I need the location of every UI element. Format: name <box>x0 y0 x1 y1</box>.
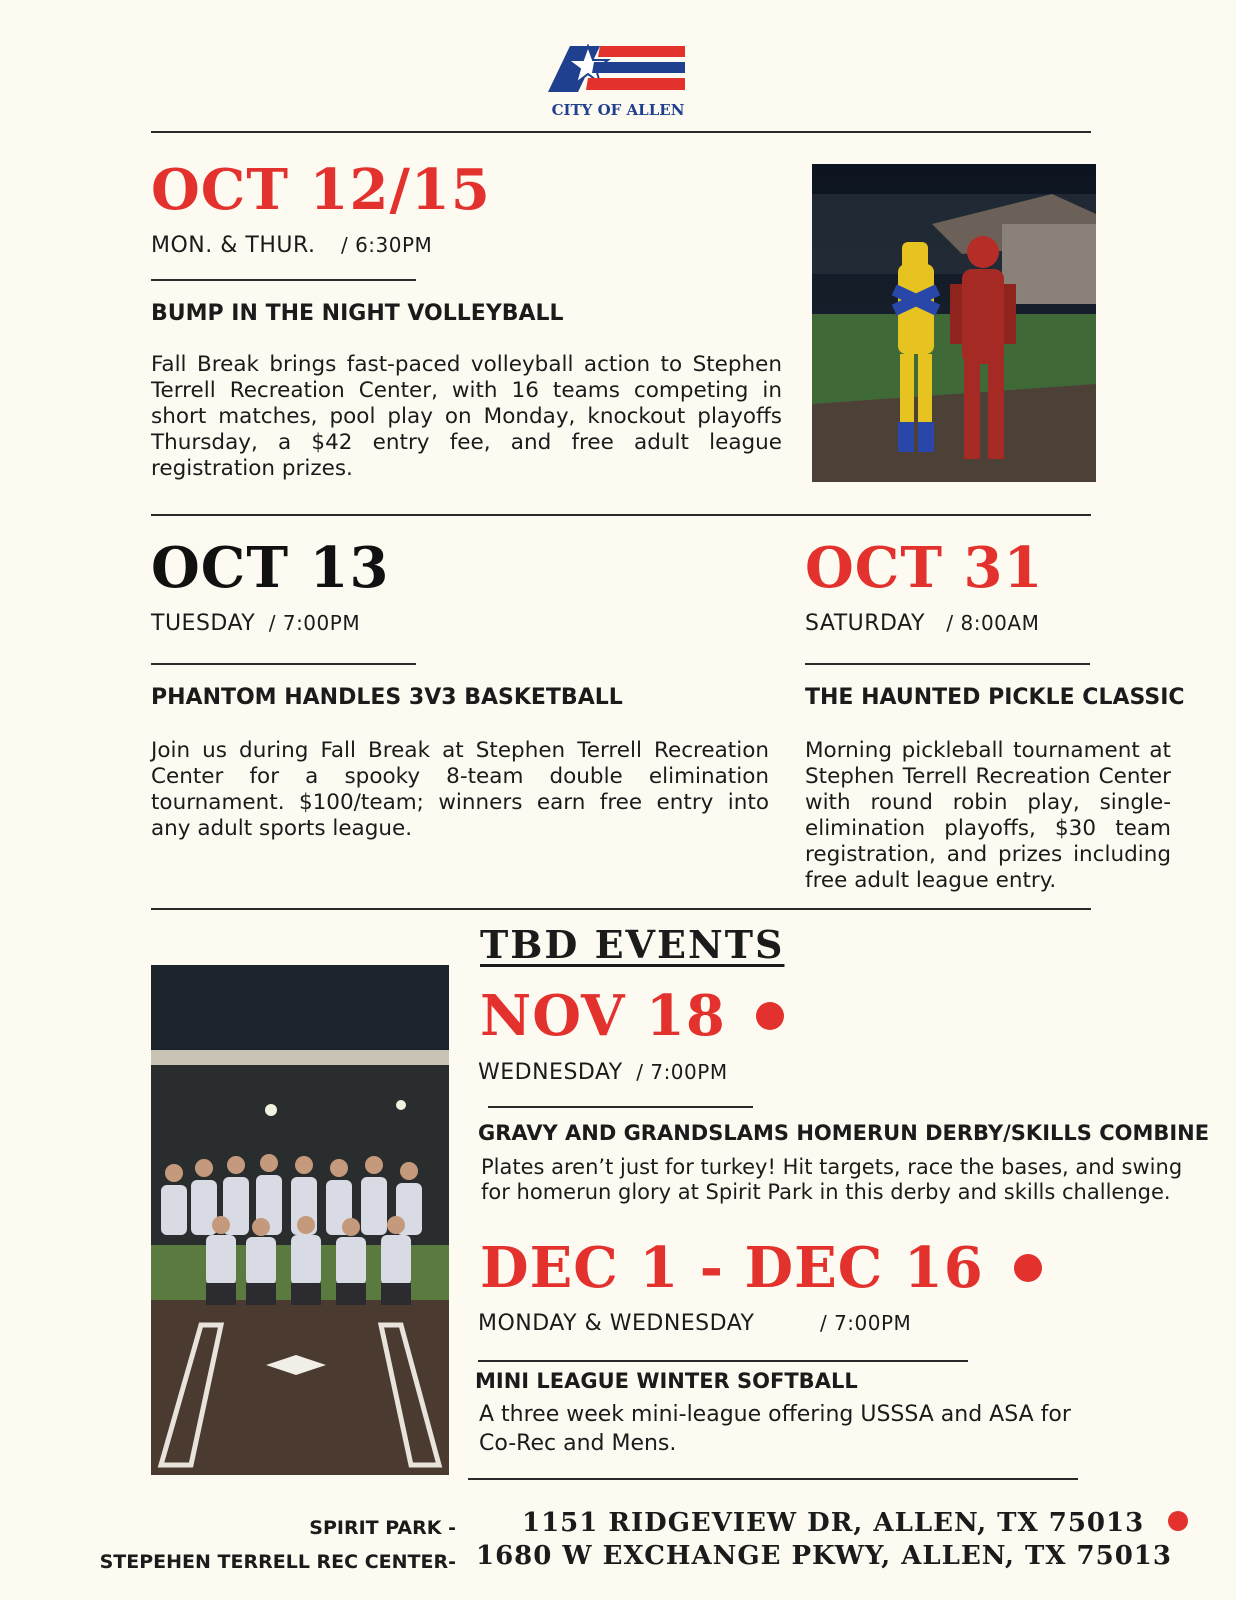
star-flag-icon <box>548 44 688 94</box>
location-label-spirit-park: SPIRIT PARK - <box>309 1517 456 1539</box>
basketball-time: / 7:00PM <box>268 611 361 635</box>
softball-team-image <box>151 965 449 1475</box>
derby-date-text: NOV 18 <box>480 983 726 1049</box>
location-address-spirit-park <box>522 1508 1188 1538</box>
softball-date-text: DEC 1 - DEC 16 <box>480 1235 984 1301</box>
volleyball-description: Fall Break brings fast-paced volleyball action to Stephen Terrell Recreation Center, with 16 teams competing in short matches, pool play on Monday, knockout playoffs Thursday, a $42 entry fee, and free adult league registration prizes. <box>151 352 782 481</box>
softball-divider <box>478 1360 968 1362</box>
basketball-description: Join us during Fall Break at Stephen Terrell Recreation Center for a spooky 8-team double elimination tournament. $100/team; winners earn free entry into any adult sports league. <box>151 738 769 841</box>
location-label-rec-center: STEPEHEN TERRELL REC CENTER- <box>99 1551 456 1573</box>
volleyball-date: OCT 12/15 <box>151 157 491 223</box>
softball-bullet-icon <box>1014 1254 1042 1282</box>
volleyball-day <box>151 233 432 258</box>
pickleball-day-text: SATURDAY <box>805 611 925 636</box>
spirit-park-address-text: 1151 RIDGEVIEW DR, ALLEN, TX 75013 <box>522 1508 1145 1538</box>
divider-bottom <box>468 1478 1078 1480</box>
pickleball-date: OCT 31 <box>805 535 1044 601</box>
pickleball-title: THE HAUNTED PICKLE CLASSIC <box>805 685 1185 710</box>
basketball-divider <box>151 663 416 665</box>
softball-time: / 7:00PM <box>819 1311 912 1335</box>
derby-bullet-icon <box>756 1002 784 1030</box>
softball-day <box>478 1311 911 1336</box>
pickleball-time: / 8:00AM <box>946 611 1040 635</box>
softball-description: A three week mini-league offering USSSA and ASA for Co-Rec and Mens. <box>479 1402 1071 1456</box>
spirit-park-bullet-icon <box>1168 1511 1188 1531</box>
derby-time: / 7:00PM <box>636 1060 728 1084</box>
basketball-date: OCT 13 <box>151 535 390 601</box>
volleyball-time: / 6:30PM <box>340 233 433 257</box>
basketball-day-text: TUESDAY <box>151 611 256 636</box>
pickleball-description: Morning pickleball tournament at Stephen Terrell Recreation Center with round robin play, single-elimination playoffs, $30 team registration, and prizes including free adult league entry. <box>805 738 1171 893</box>
derby-divider <box>488 1106 753 1108</box>
derby-day-text: WEDNESDAY <box>478 1060 623 1085</box>
volleyball-title: BUMP IN THE NIGHT VOLLEYBALL <box>151 301 564 326</box>
logo-text: CITY OF ALLEN <box>551 101 685 119</box>
costume-players-image <box>812 164 1096 482</box>
derby-date <box>480 983 784 1049</box>
derby-day <box>478 1060 728 1085</box>
volleyball-divider <box>151 279 416 281</box>
divider-lower <box>151 908 1091 910</box>
city-logo <box>548 44 688 119</box>
divider-top <box>151 131 1091 133</box>
location-address-rec-center: 1680 W EXCHANGE PKWY, ALLEN, TX 75013 <box>476 1541 1172 1571</box>
basketball-day <box>151 611 360 636</box>
softball-team-photo <box>151 965 449 1475</box>
softball-date <box>480 1235 1042 1301</box>
basketball-title: PHANTOM HANDLES 3V3 BASKETBALL <box>151 685 623 710</box>
derby-description: Plates aren’t just for turkey! Hit targets, race the bases, and swing for homerun glory at Spirit Park in this derby and skills challenge. <box>481 1155 1183 1204</box>
pickleball-day <box>805 611 1039 636</box>
tbd-heading: TBD EVENTS <box>480 922 785 967</box>
derby-title: GRAVY AND GRANDSLAMS HOMERUN DERBY/SKILLS COMBINE <box>478 1121 1210 1145</box>
volleyball-costume-photo <box>812 164 1096 482</box>
softball-day-text: MONDAY & WEDNESDAY <box>478 1311 755 1336</box>
softball-title: MINI LEAGUE WINTER SOFTBALL <box>475 1369 858 1393</box>
volleyball-day-text: MON. & THUR. <box>151 233 316 258</box>
pickleball-divider <box>805 663 1090 665</box>
divider-middle <box>151 514 1091 516</box>
